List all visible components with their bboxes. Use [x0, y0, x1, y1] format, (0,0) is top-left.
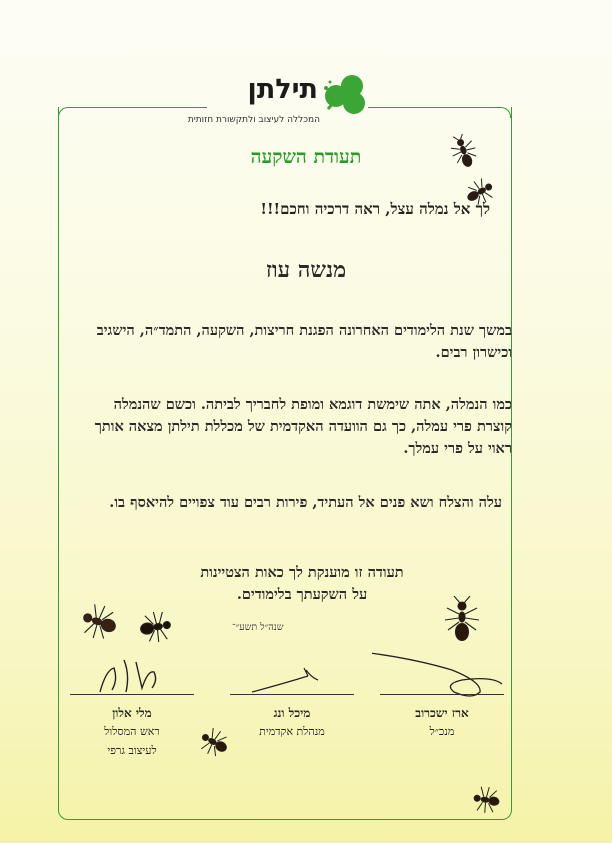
- signature-line: [380, 694, 504, 695]
- ant-icon: [448, 134, 480, 170]
- signer-name: מיכל ונג: [273, 706, 311, 720]
- ant-icon: [442, 596, 482, 648]
- handwritten-signature-middle: [222, 640, 362, 700]
- academic-year: שנה״ל תשע״־: [232, 622, 284, 633]
- paragraph-3: עלה והצלח ושא פנים אל העתיד, פירות רבים עוד צפויים להיאסף בו.: [109, 494, 502, 511]
- signer-role: מנכ״ל: [429, 725, 455, 738]
- handwritten-signature-left: [62, 640, 202, 700]
- signer-role: ראש המסלול: [104, 725, 160, 738]
- ant-icon: [76, 604, 122, 640]
- certificate-title: תעודת השקעה: [250, 146, 362, 168]
- ant-icon: [198, 728, 232, 758]
- paragraph-4-line-1: תעודה זו מוענקת לך כאות הצטיינות: [200, 564, 404, 581]
- signer-name: מלי אלון: [112, 706, 152, 720]
- ant-icon: [470, 786, 504, 814]
- signer-name: ארז ישכרוב: [415, 706, 469, 720]
- ant-icon: [132, 612, 180, 642]
- paragraph-4: [122, 562, 482, 606]
- signature-line: [230, 694, 354, 695]
- paragraph-4-line-2: על השקעתך בלימודים.: [236, 586, 368, 603]
- signature-block-left: [62, 640, 202, 755]
- signer-role: מנהלת אקדמית: [259, 725, 325, 738]
- college-logo: [187, 72, 368, 132]
- ant-icon: [462, 176, 498, 208]
- clover-logo-icon: [322, 74, 368, 116]
- signer-role-line-2: לעיצוב גרפי: [107, 744, 157, 757]
- frame-top-right: [368, 107, 511, 118]
- logo-name: תילתן: [247, 74, 318, 105]
- certificate-motto: לך אל נמלה עצל, ראה דרכיה וחכם!!!: [260, 200, 490, 218]
- handwritten-signature-right: [372, 640, 512, 700]
- logo-tagline: המכללה לעיצוב ולתקשורת חזותית: [187, 115, 320, 125]
- signature-block-middle: [222, 640, 362, 755]
- signature-block-right: [372, 640, 512, 755]
- frame-top-left: [58, 107, 207, 118]
- paragraph-1: במשך שנת הלימודים האחרונה הפגנת חריצות, השקעה, התמד״ה, הישגיב וכישרון רבים.: [96, 322, 512, 361]
- recipient-name: מנשה עוז: [265, 257, 347, 283]
- signature-line: [70, 694, 194, 695]
- paragraph-2: כמו הנמלה, אתה שימשת דוגמא ומופת לחבריך לביתה. וכשם שהנמלה קוצרת פרי עמלה, כך גם הוועדה האקדמית של מכללת תילתן מצאה אותך ראוי על פרי עמלך.: [94, 396, 512, 457]
